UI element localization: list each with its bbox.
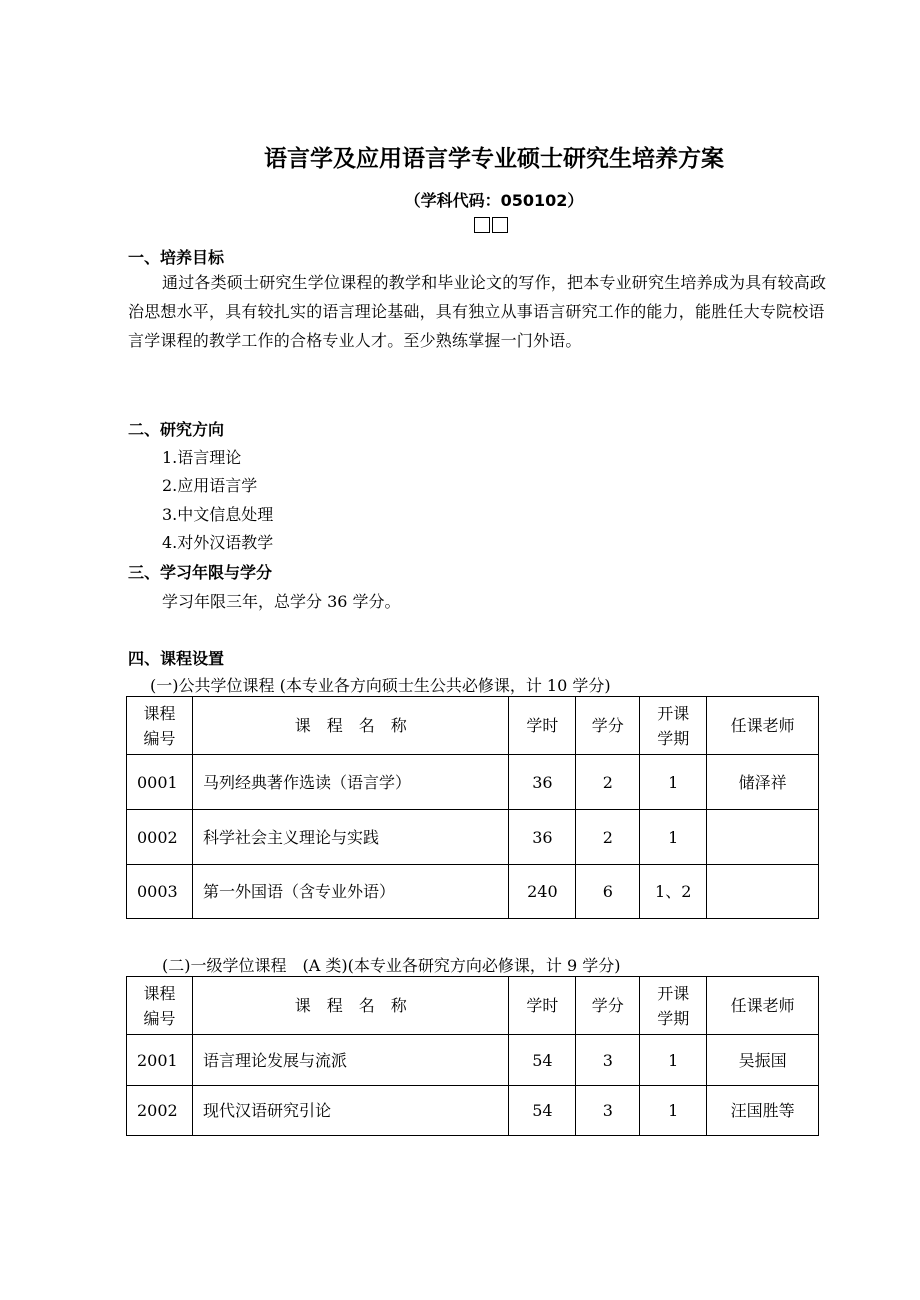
course-teacher (707, 810, 819, 865)
table-row (127, 865, 819, 919)
course-credits: 3 (576, 1086, 640, 1136)
goals-paragraph: 通过各类硕士研究生学位课程的教学和毕业论文的写作，把本专业研究生培养成为具有较高政治思想水平，具有较扎实的语言理论基础，具有独立从事语言研究工作的能力，能胜任大专院校语言学课程的教学工作的合格专业人才。至少熟练掌握一门外语。 (128, 273, 827, 350)
discipline-code: （学科代码：050102） (404, 191, 584, 210)
course-hours: 240 (509, 865, 576, 919)
course-teacher: 储泽祥 (707, 755, 819, 810)
direction-item: 1.语言理论 (162, 448, 242, 467)
page-title: 语言学及应用语言学专业硕士研究生培养方案 (264, 146, 724, 172)
course-name: 现代汉语研究引论 (192, 1086, 508, 1136)
course-teacher (707, 865, 819, 919)
section-heading-duration: 三、学习年限与学分 (128, 563, 273, 582)
course-hours: 54 (509, 1035, 576, 1086)
header-hours: 学时 (509, 977, 576, 1035)
table2-caption: (二)一级学位课程 (A 类)(本专业各研究方向必修课，计 9 学分) (162, 956, 621, 975)
course-code: 0002 (127, 810, 193, 865)
table-row (127, 810, 819, 865)
course-code: 2001 (127, 1035, 193, 1086)
direction-item: 3.中文信息处理 (162, 505, 274, 524)
placeholder-box-icon (474, 217, 490, 233)
placeholder-box-icon (492, 217, 508, 233)
course-term: 1 (640, 810, 707, 865)
course-name: 科学社会主义理论与实践 (192, 810, 508, 865)
course-name: 语言理论发展与流派 (192, 1035, 508, 1086)
course-code: 2002 (127, 1086, 193, 1136)
header-name: 课 程 名 称 (192, 697, 508, 755)
duration-text: 学习年限三年，总学分 36 学分。 (162, 592, 401, 611)
course-term: 1、2 (640, 865, 707, 919)
public-courses-table (126, 696, 819, 919)
course-hours: 54 (509, 1086, 576, 1136)
header-teacher: 任课老师 (707, 977, 819, 1035)
course-term: 1 (640, 1035, 707, 1086)
direction-item: 2.应用语言学 (162, 476, 258, 495)
section-heading-goals: 一、培养目标 (128, 248, 225, 267)
table-header-row (127, 977, 819, 1035)
course-hours: 36 (509, 755, 576, 810)
course-credits: 2 (576, 810, 640, 865)
course-teacher: 汪国胜等 (707, 1086, 819, 1136)
course-term: 1 (640, 755, 707, 810)
course-credits: 3 (576, 1035, 640, 1086)
course-name: 马列经典著作选读（语言学） (192, 755, 508, 810)
direction-item: 4.对外汉语教学 (162, 533, 274, 552)
table1-caption: (一)公共学位课程 (本专业各方向硕士生公共必修课，计 10 学分) (150, 676, 611, 695)
section-heading-courses: 四、课程设置 (128, 649, 225, 668)
table-row (127, 1086, 819, 1136)
course-credits: 2 (576, 755, 640, 810)
course-hours: 36 (509, 810, 576, 865)
header-term: 开课 学期 (640, 697, 707, 755)
header-code: 课程 编号 (127, 977, 193, 1035)
course-term: 1 (640, 1086, 707, 1136)
course-credits: 6 (576, 865, 640, 919)
placeholder-boxes (474, 217, 508, 233)
header-name: 课 程 名 称 (192, 977, 508, 1035)
table-header-row (127, 697, 819, 755)
course-name: 第一外国语（含专业外语） (192, 865, 508, 919)
course-code: 0001 (127, 755, 193, 810)
course-code: 0003 (127, 865, 193, 919)
level-one-courses-table (126, 976, 819, 1136)
table-row (127, 1035, 819, 1086)
section-heading-directions: 二、研究方向 (128, 420, 225, 439)
table-row (127, 755, 819, 810)
header-hours: 学时 (509, 697, 576, 755)
course-teacher: 吴振国 (707, 1035, 819, 1086)
header-teacher: 任课老师 (707, 697, 819, 755)
header-term: 开课 学期 (640, 977, 707, 1035)
header-credits: 学分 (576, 697, 640, 755)
header-code: 课程 编号 (127, 697, 193, 755)
header-credits: 学分 (576, 977, 640, 1035)
